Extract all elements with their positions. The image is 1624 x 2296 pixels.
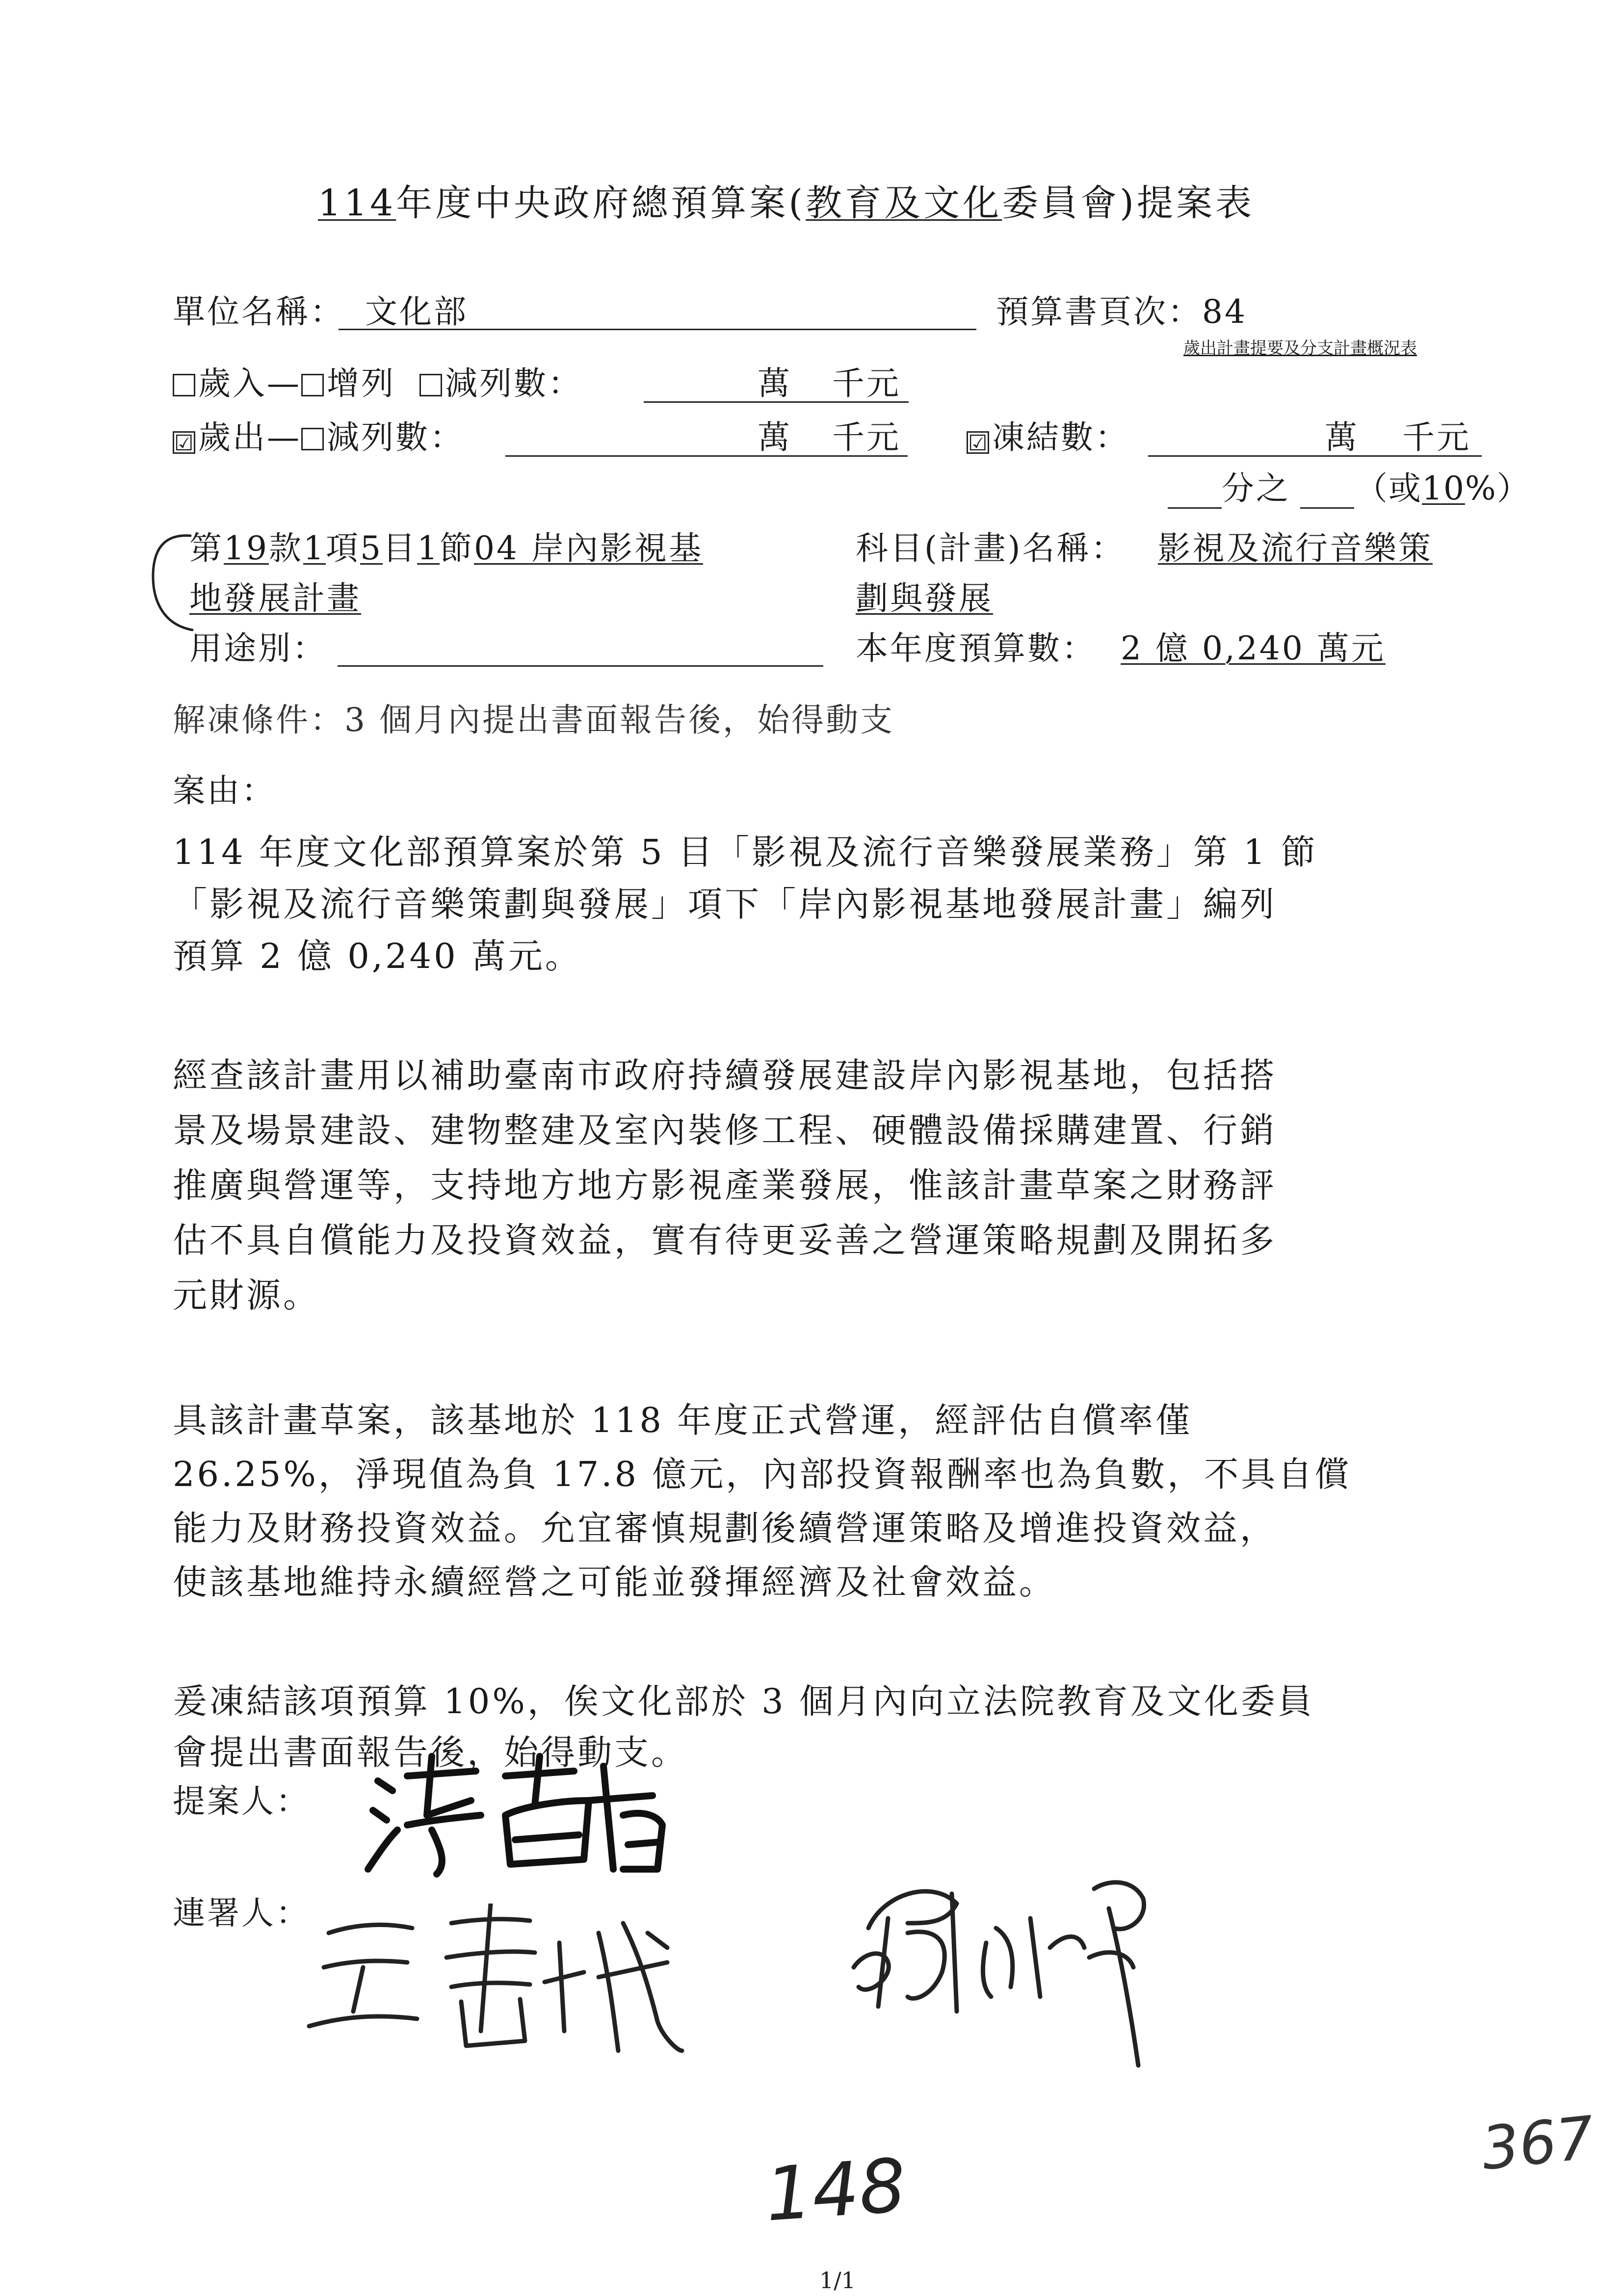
item-mu: 5 xyxy=(360,529,383,567)
increase-label: 增列 xyxy=(327,365,395,402)
proposer-signature xyxy=(358,1747,672,1884)
revenue-label: 歲入— xyxy=(198,365,301,402)
cosigner-signature-1 xyxy=(304,1904,687,2065)
fraction-blank-2 xyxy=(1300,507,1354,509)
revenue-wan: 萬 xyxy=(758,365,792,402)
page-title xyxy=(318,183,1255,224)
p3-line-2: 26.25%，淨現值為負 17.8 億元，內部投資報酬率也為負數，不具自償 xyxy=(173,1454,1352,1494)
p4-line-1: 爰凍結該項預算 10%，俟文化部於 3 個月內向立法院教育及文化委員 xyxy=(173,1681,1314,1722)
p4-line-2: 會提出書面報告後，始得動支。 xyxy=(173,1732,688,1773)
subject-label: 科目(計畫)名稱： xyxy=(856,529,1126,567)
paragraph-2 xyxy=(173,1048,1277,1323)
paragraph-4 xyxy=(173,1676,1314,1778)
item-jie-label: 節 xyxy=(439,529,474,567)
exp-reduce-checkbox xyxy=(301,428,324,450)
item-pre: 第 xyxy=(189,529,224,567)
freeze-group xyxy=(967,418,1129,457)
p2-line-5: 元財源。 xyxy=(173,1275,320,1315)
p1-line-2: 「影視及流行音樂策劃與發展」項下「岸內影視基地發展計畫」編列 xyxy=(173,884,1277,924)
expenditure-wan: 萬 xyxy=(758,418,792,456)
cosigner-signature-2 xyxy=(834,1850,1217,2075)
title-year: 114 xyxy=(318,182,396,224)
item-xiang-label: 項 xyxy=(325,529,360,567)
revenue-row xyxy=(173,364,582,403)
unit-underline xyxy=(339,329,976,330)
p2-line-4: 估不具自償能力及投資效益，實有待更妥善之營運策略規劃及開拓多 xyxy=(173,1220,1277,1260)
expenditure-label: 歲出— xyxy=(198,418,301,456)
exp-reduce-label: 減列數： xyxy=(327,418,464,456)
p3-line-1: 具該計畫草案，該基地於 118 年度正式營運，經評估自償率僅 xyxy=(173,1400,1193,1440)
freeze-wan: 萬 xyxy=(1325,418,1359,456)
usage-underline xyxy=(338,665,823,667)
expenditure-checkbox: ☑ xyxy=(173,431,195,454)
paragraph-1 xyxy=(173,826,1318,982)
expenditure-qian: 千元 xyxy=(832,418,901,456)
p2-line-3: 推廣與營運等，支持地方地方影視產業發展，惟該計畫草案之財務評 xyxy=(173,1165,1277,1205)
annual-budget-label: 本年度預算數： xyxy=(856,629,1096,667)
freeze-label: 凍結數： xyxy=(992,418,1129,456)
subject-value-1: 影視及流行音樂策 xyxy=(1158,529,1433,567)
cosigner-label: 連署人： xyxy=(173,1894,310,1932)
p1-line-1: 114 年度文化部預算案於第 5 目「影視及流行音樂發展業務」第 1 節 xyxy=(173,832,1318,872)
budget-page-label: 預算書頁次：84 xyxy=(996,293,1247,331)
p3-line-4: 使該基地維持永續經營之可能並發揮經濟及社會效益。 xyxy=(173,1562,1056,1602)
fraction-blank-1 xyxy=(1168,507,1222,509)
bracket-mark xyxy=(145,529,194,637)
fraction-percent-sign: %） xyxy=(1465,470,1530,507)
unit-value: 文化部 xyxy=(365,293,468,331)
budget-page-note: 歲出計畫提要及分支計畫概況表 xyxy=(1183,339,1417,358)
p1-line-3: 預算 2 億 0,240 萬元。 xyxy=(173,936,582,976)
reduce-label: 減列數： xyxy=(445,365,582,402)
title-mid: 年度中央政府總預算案( xyxy=(396,182,806,224)
item-line-1 xyxy=(189,529,703,568)
fraction-percent: 10 xyxy=(1422,470,1465,507)
fraction-or: （或 xyxy=(1355,470,1422,507)
p3-line-3: 能力及財務投資效益。允宜審慎規劃後續營運策略及增進投資效益， xyxy=(173,1508,1277,1548)
unit-label: 單位名稱： xyxy=(173,293,344,331)
title-committee: 教育及文化 xyxy=(806,182,1002,224)
annual-budget-value: 2 億 0,240 萬元 xyxy=(1121,629,1386,667)
revenue-checkbox xyxy=(173,374,195,396)
item-name-1: 04 岸內影視基 xyxy=(473,529,703,567)
stamp-number: 367 xyxy=(1478,2104,1598,2184)
proposer-label: 提案人： xyxy=(173,1782,310,1820)
page-number: 148 xyxy=(762,2143,909,2238)
paragraph-3 xyxy=(173,1393,1351,1609)
freeze-checkbox: ☑ xyxy=(967,431,989,454)
item-kuan-label: 款 xyxy=(268,529,303,567)
usage-label: 用途別： xyxy=(189,629,327,667)
fraction-or-group xyxy=(1355,469,1530,508)
reason-label: 案由： xyxy=(173,772,276,809)
item-name-2: 地發展計畫 xyxy=(189,579,361,617)
item-jie: 1 xyxy=(417,529,440,567)
item-mu-label: 目 xyxy=(382,529,417,567)
unfreeze-condition: 解凍條件：3 個月內提出書面報告後，始得動支 xyxy=(173,701,894,739)
title-end: 委員會)提案表 xyxy=(1002,182,1255,224)
subject-value-2: 劃與發展 xyxy=(856,579,993,617)
p2-line-1: 經查該計畫用以補助臺南市政府持續發展建設岸內影視基地，包括搭 xyxy=(173,1055,1277,1096)
increase-checkbox xyxy=(301,374,324,396)
reduce-checkbox xyxy=(419,374,442,396)
item-xiang: 1 xyxy=(303,529,326,567)
expenditure-row xyxy=(173,418,464,457)
freeze-qian: 千元 xyxy=(1402,418,1471,456)
footer-page: 1/1 xyxy=(819,2267,856,2294)
fraction-fen: 分之 xyxy=(1222,470,1290,507)
item-kuan: 19 xyxy=(224,529,269,567)
p2-line-2: 景及場景建設、建物整建及室內裝修工程、硬體設備採購建置、行銷 xyxy=(173,1110,1277,1150)
revenue-qian: 千元 xyxy=(832,365,901,402)
